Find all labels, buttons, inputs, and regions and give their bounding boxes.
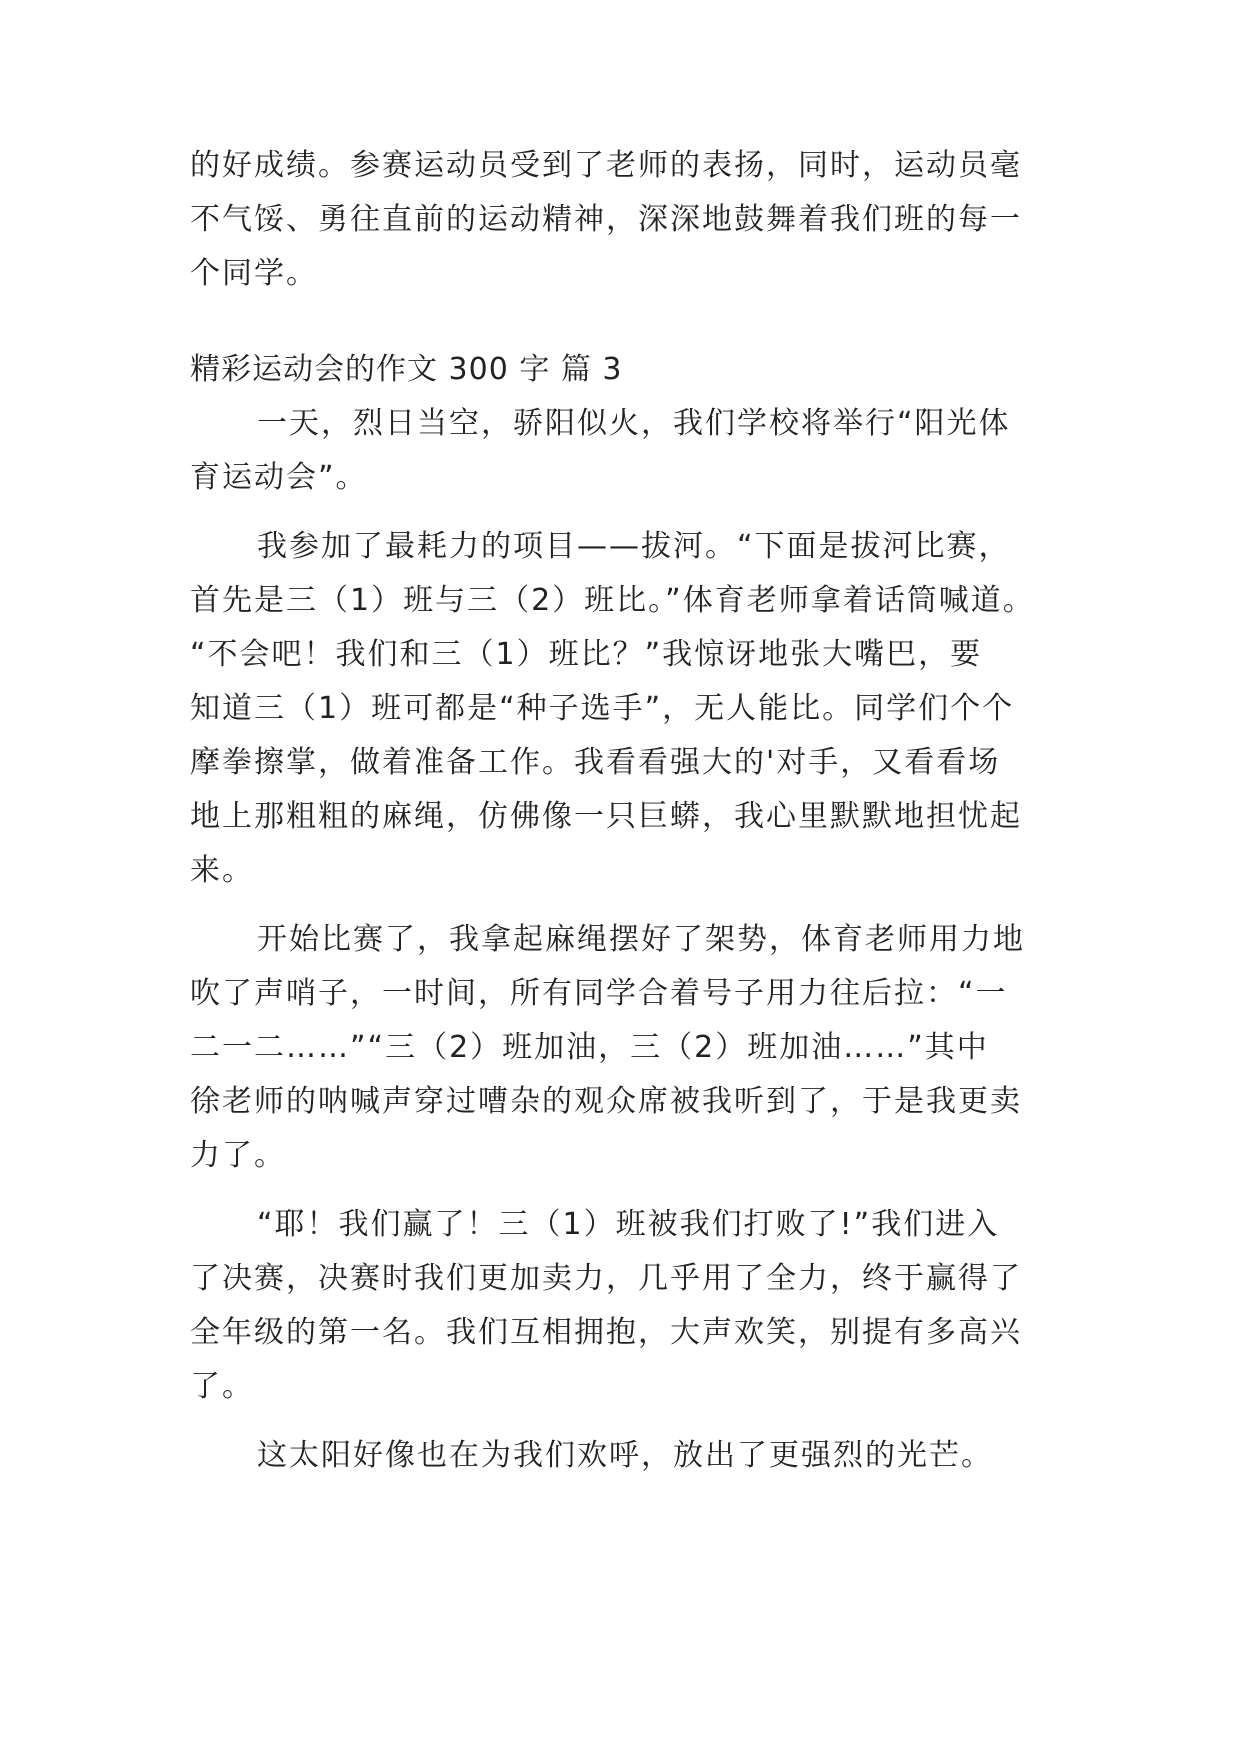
text-line: 育运动会”。 [190, 460, 368, 495]
section-title: 精彩运动会的作文 300 字 篇 3 [190, 352, 623, 387]
text-line: 这太阳好像也在为我们欢呼，放出了更强烈的光芒。 [257, 1438, 993, 1473]
text-line: 开始比赛了，我拿起麻绳摆好了架势，体育老师用力地 [257, 922, 1025, 957]
text-line: 二一二……”“三（2）班加油，三（2）班加油……”其中 [190, 1030, 989, 1065]
text-line: “不会吧！我们和三（1）班比？”我惊讶地张大嘴巴，要 [190, 637, 983, 672]
text-line: 了决赛，决赛时我们更加卖力，几乎用了全力，终于赢得了 [190, 1261, 1022, 1296]
text-line: 个同学。 [190, 256, 318, 291]
text-line: 力了。 [190, 1138, 286, 1173]
text-line: 摩拳擦掌，做着准备工作。我看看强大的'对手，又看看场 [190, 745, 1001, 780]
text-line: 的好成绩。参赛运动员受到了老师的表扬，同时，运动员毫 [190, 148, 1022, 183]
text-line: 首先是三（1）班与三（2）班比。”体育老师拿着话筒喊道。 [190, 583, 1035, 618]
text-line: 全年级的第一名。我们互相拥抱，大声欢笑，别提有多高兴 [190, 1315, 1022, 1350]
text-line: 了。 [190, 1369, 254, 1404]
text-line: 地上那粗粗的麻绳，仿佛像一只巨蟒，我心里默默地担忧起 [190, 799, 1022, 834]
text-line: 徐老师的呐喊声穿过嘈杂的观众席被我听到了，于是我更卖 [190, 1084, 1022, 1119]
text-line: 来。 [190, 853, 254, 888]
text-line: 知道三（1）班可都是“种子选手”，无人能比。同学们个个 [190, 691, 1015, 726]
text-line: 我参加了最耗力的项目——拔河。“下面是拔河比赛， [257, 529, 1011, 564]
text-line: 不气馁、勇往直前的运动精神，深深地鼓舞着我们班的每一 [190, 202, 1022, 237]
text-line: 吹了声哨子，一时间，所有同学合着号子用力往后拉：“一 [190, 976, 1008, 1011]
text-line: 一天，烈日当空，骄阳似火，我们学校将举行“阳光体 [257, 406, 1011, 441]
text-line: “耶！我们赢了！三（1）班被我们打败了!”我们进入 [257, 1207, 1000, 1242]
